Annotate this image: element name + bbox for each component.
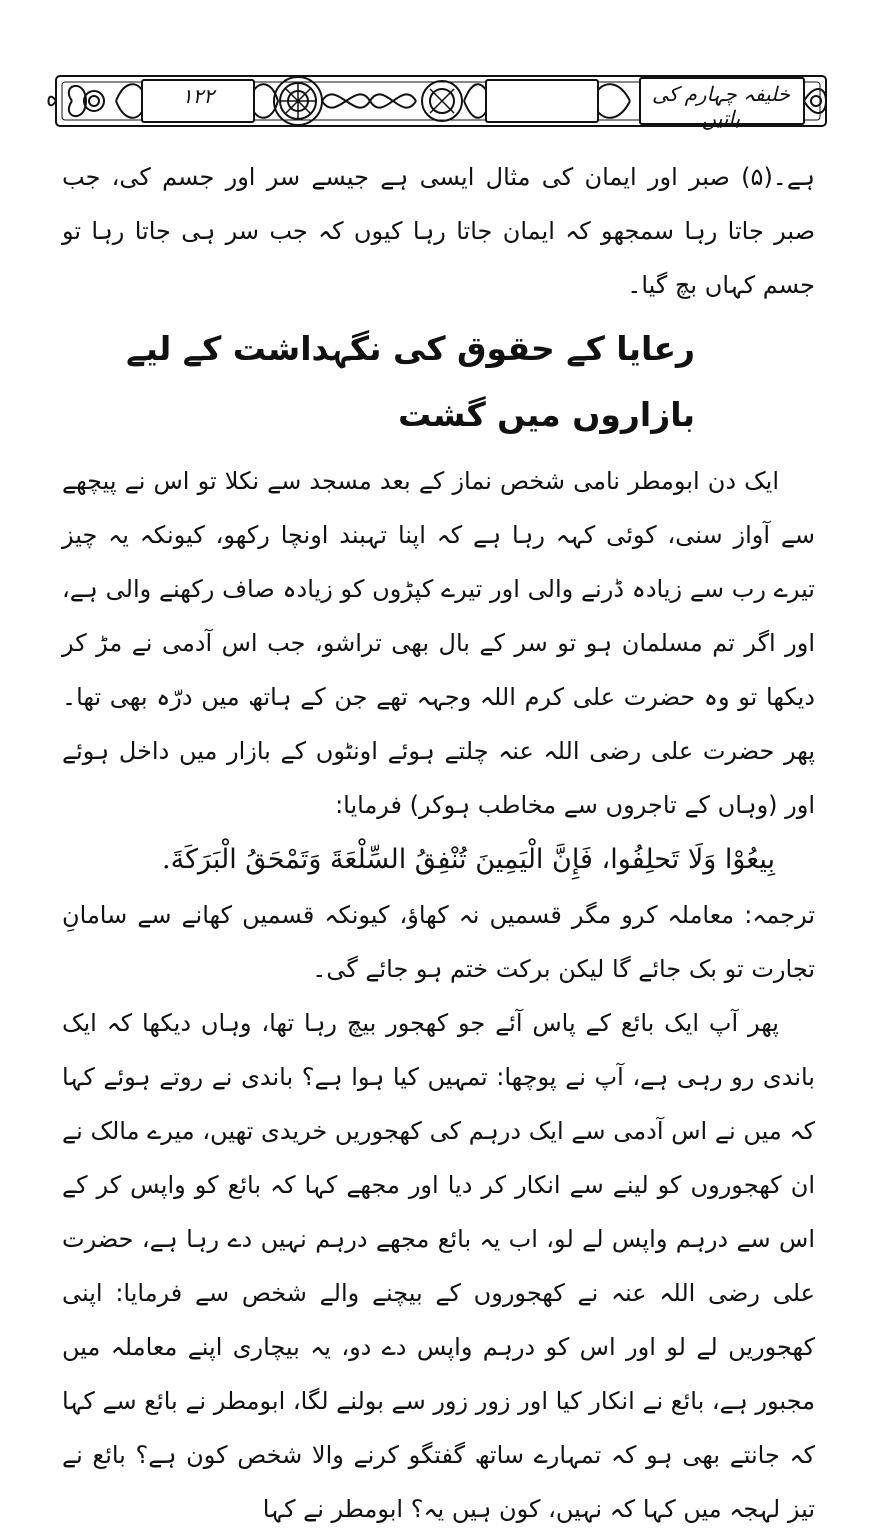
paragraph-continuation: پھر آپ ایک بائع کے پاس آئے جو کھجور بیچ رہا تھا، وہاں دیکھا کہ ایک باندی رو رہی ہے، آپ نے پوچھا: تمہیں کیا ہوا ہے؟ باندی نے روتے ہوئے کہا کہ میں نے اس آدمی سے ایک درہم کی کھجوریں خریدی تھیں، میرے مالک نے ان کھجوروں کو لینے سے انکار کر دیا اور مجھے کہا کہ بائع کو واپس کر کے اس سے درہم واپس لے لو، اب یہ بائع مجھے درہم نہیں دے رہا ہے، حضرت علی رضی اللہ عنہ نے کھجوروں کے بیچنے والے شخص سے فرمایا: اپنی کھجوریں لے لو اور اس کو درہم واپس دے دو، یہ بیچاری اپنے معاملہ میں مجبور ہے، بائع نے انکار کیا اور زور زور سے بولنے لگا، ابومطر نے بائع سے کہا کہ جانتے بھی ہو کہ تمہارے ساتھ گفتگو کرنے والا شخص کون ہے؟ بائع نے تیز لہجہ میں کہا کہ نہیں، کون ہیں یہ؟ ابومطر نے کہا	[62, 1009, 815, 1523]
book-title: خلیفہ چہارم کی باتیں	[652, 82, 790, 130]
paragraph-translation: ترجمہ: معاملہ کرو مگر قسمیں نہ کھاؤ، کیونکہ قسمیں کھانے سے سامانِ تجارت تو بک جائے گا لیکن برکت ختم ہو جائے گی۔	[62, 901, 815, 983]
paragraph-intro: ہے۔(۵) صبر اور ایمان کی مثال ایسی ہے جیسے سر اور جسم کی، جب صبر جاتا رہا سمجھو کہ ایمان جاتا رہا کیوں کہ جب سر ہی جاتا رہا تو جسم کہاں بچ گیا۔	[62, 163, 815, 299]
section-heading: رعایا کے حقوق کی نگہداشت کے لیے بازاروں میں گشت	[126, 329, 695, 434]
paragraph-story: ایک دن ابومطر نامی شخص نماز کے بعد مسجد سے نکلا تو اس نے پیچھے سے آواز سنی، کوئی کہہ رہا ہے کہ اپنا تہبند اونچا رکھو، کیونکہ یہ چیز تیرے رب سے زیادہ ڈرنے والی اور تیرے کپڑوں کو زیادہ صاف رکھنے والی ہے، اور اگر تم مسلمان ہو تو سر کے بال بھی تراشو، جب اس آدمی نے مڑ کر دیکھا تو وہ حضرت علی کرم اللہ وجہہ تھے جن کے ہاتھ میں درّہ بھی تھا۔ پھر حضرت علی رضی اللہ عنہ چلتے ہوئے اونٹوں کے بازار میں داخل ہوئے اور (وہاں کے تاجروں سے مخاطب ہوکر) فرمایا:	[62, 467, 815, 819]
arabic-hadith: بِيعُوْا وَلَا تَحلِفُوا، فَإِنَّ الْيَمِينَ تُنْفِقُ السِّلْعَةَ وَتَمْحَقُ الْبَرَكَةَ.	[162, 844, 775, 875]
page-number: ۱۲۲	[181, 84, 215, 108]
page-header-ornament	[46, 66, 836, 136]
page-body	[62, 150, 815, 1536]
